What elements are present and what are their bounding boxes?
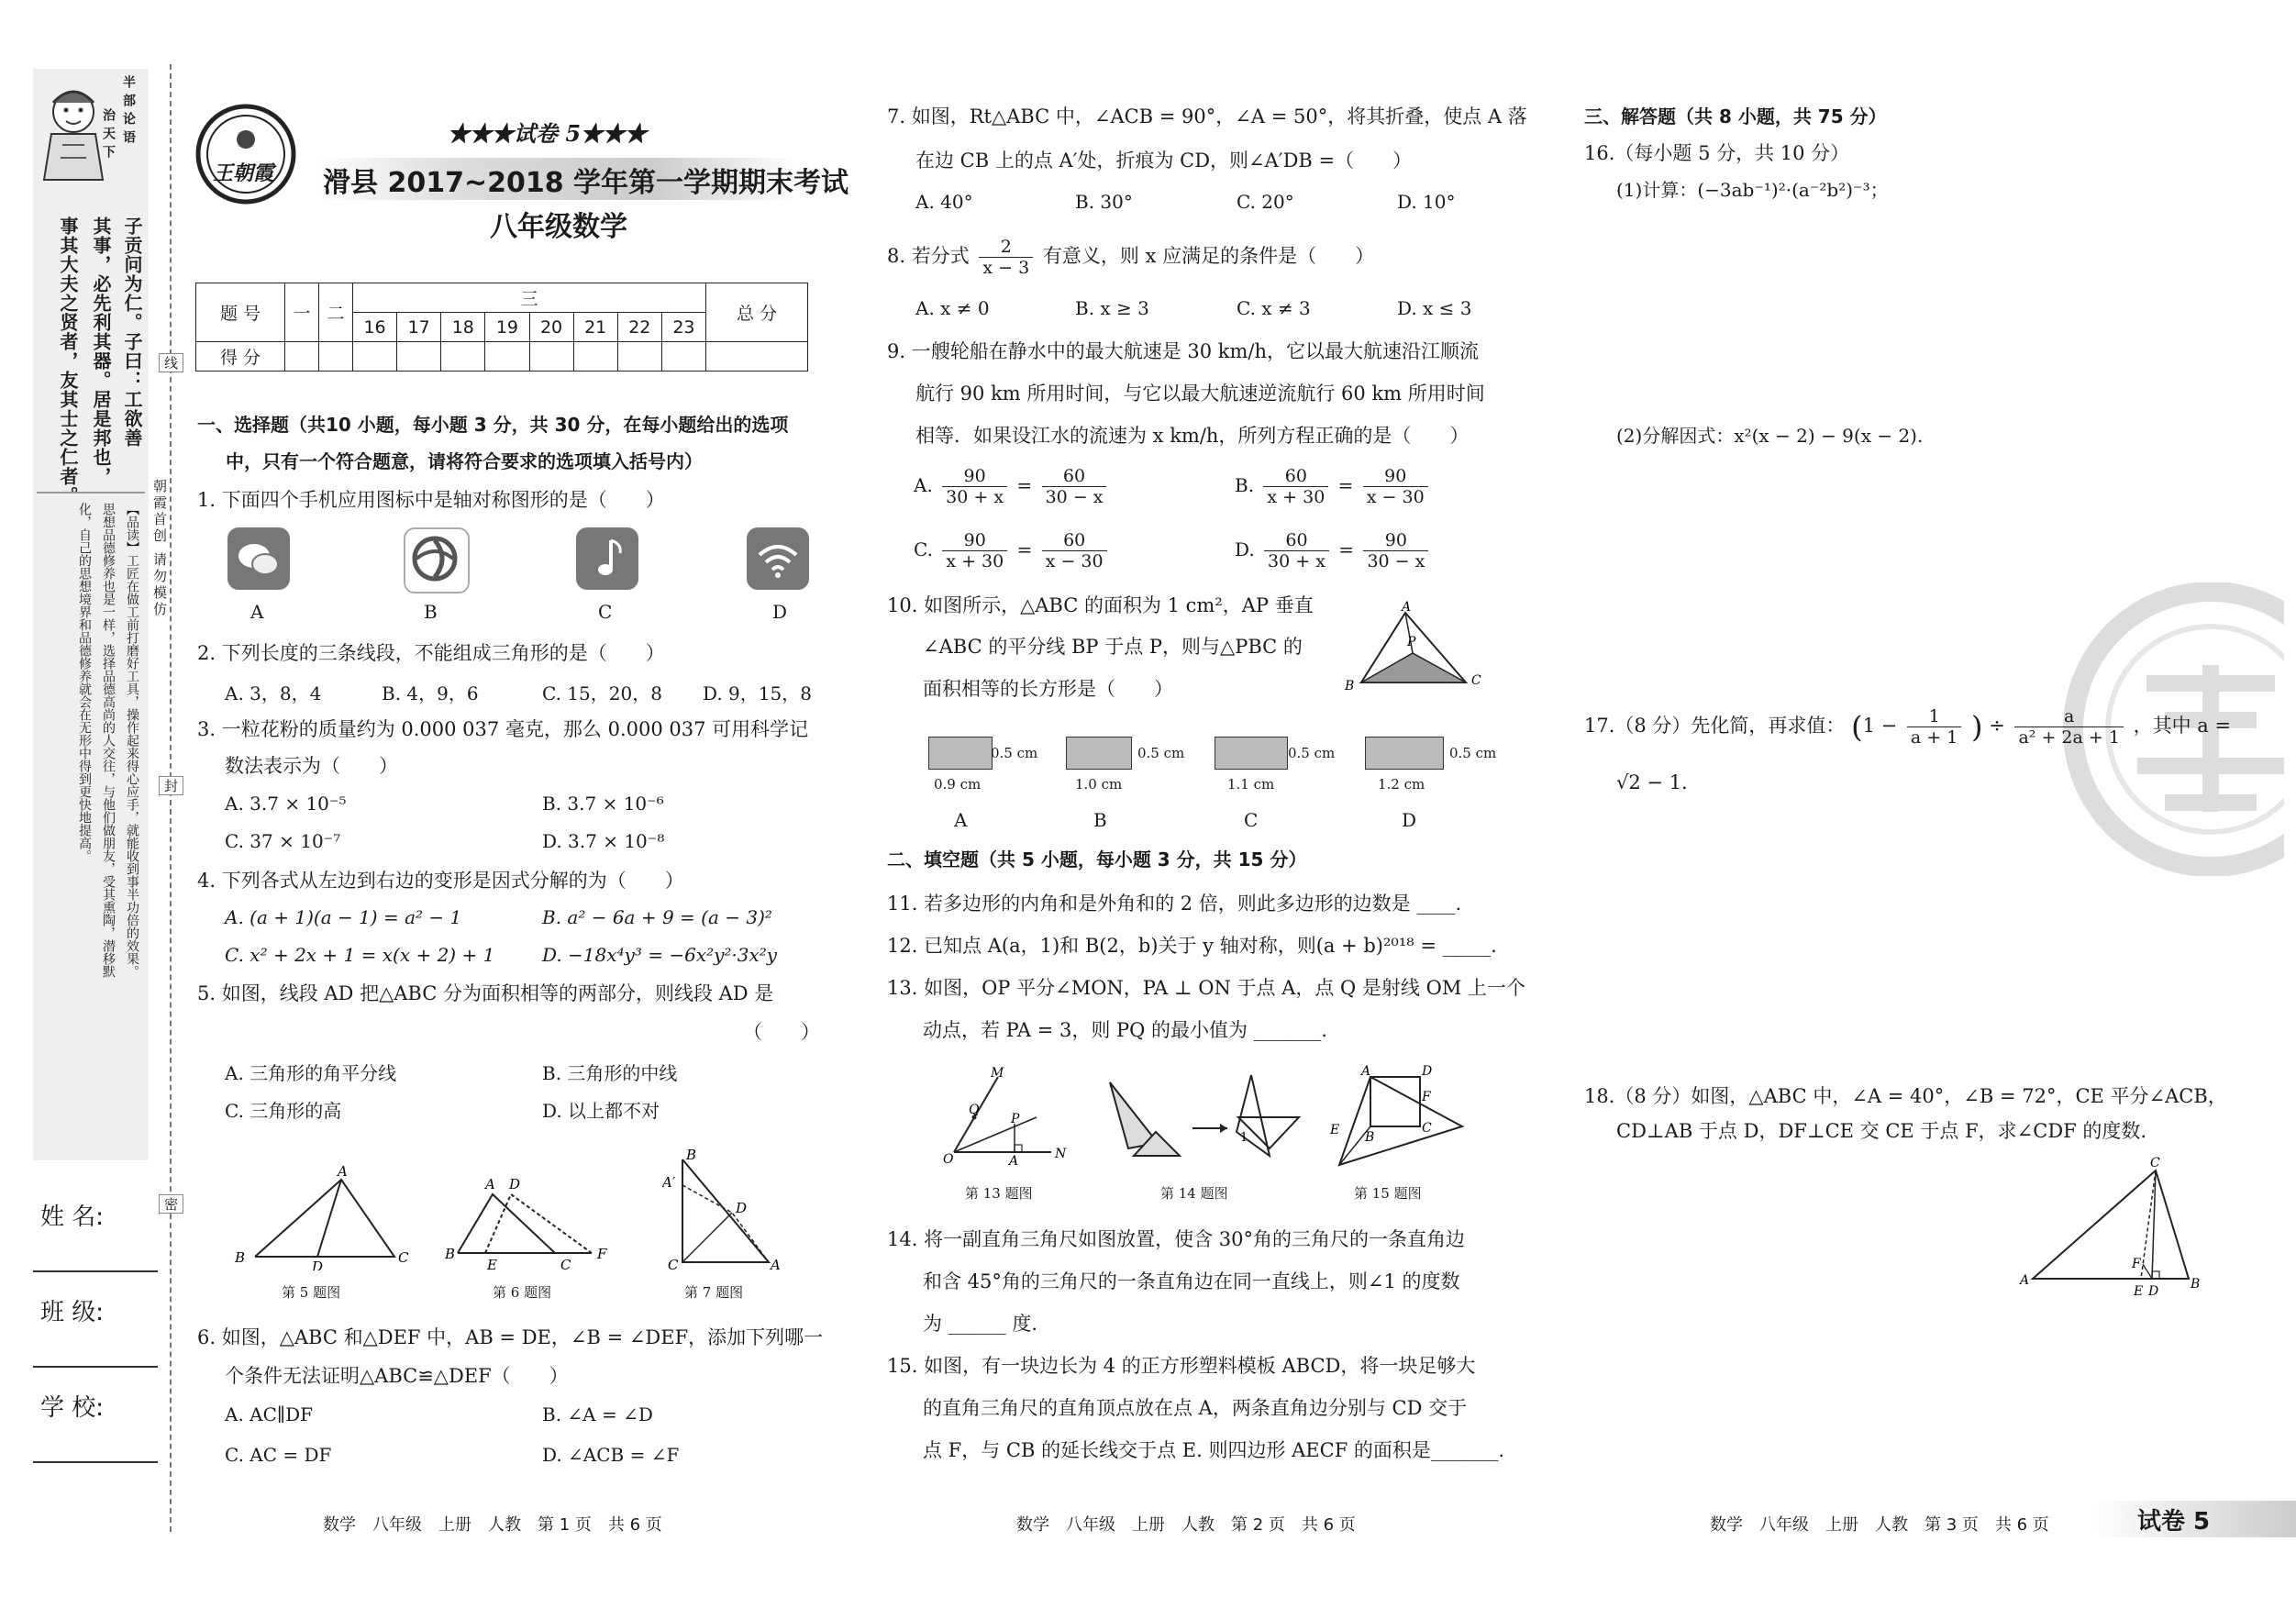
score-cell[interactable] — [353, 342, 397, 372]
fig5-label-c: C — [398, 1249, 409, 1266]
fig14-label-1: 1 — [1240, 1131, 1248, 1145]
q14-line1: 14. 将一副直角三角尺如图放置，使含 30°角的三角尺的一条直角边 — [887, 1228, 1465, 1250]
q8-pre: 8. 若分式 — [887, 245, 970, 267]
q9-opt-c: C. $\frac{90}{x + 30}$ = $\frac{60}{x - 30}$ — [914, 530, 1111, 571]
side-top-chars-1: 半部论语 — [121, 75, 136, 149]
q11-stem: 11. 若多边形的内角和是外角和的 2 倍，则此多边形的边数是 ____. — [887, 893, 1462, 915]
fig15-caption: 第 15 题图 — [1354, 1185, 1422, 1202]
score-cell[interactable] — [285, 342, 319, 372]
q3-line1: 3. 一粒花粉的质量约为 0.000 037 毫克，那么 0.000 037 可用科学记 — [197, 718, 809, 740]
paper-tag: ★★★试卷 5★★★ — [448, 120, 648, 147]
q17-pre: 17.（8 分）先化简，再求值： — [1584, 715, 1846, 737]
q10-rect-b-bottom: 1.0 cm — [1075, 776, 1123, 793]
swirl-icon — [404, 527, 470, 593]
fig6-caption: 第 6 题图 — [493, 1284, 552, 1301]
q3-opt-b: B. 3.7 × 10⁻⁶ — [542, 793, 664, 815]
q17-stem: 17.（8 分）先化简，再求值： (1 − $\frac{1}{a + 1}$ ) ÷ $\frac{a}{\text{a² + 2a + 1}}$ ，其中 a = — [1584, 706, 2232, 748]
q7-opt-b: B. 30° — [1075, 191, 1133, 213]
q8-post: 有意义，则 x 应满足的条件是（ ） — [1042, 245, 1375, 267]
q10-line3: 面积相等的长方形是（ ） — [923, 678, 1173, 700]
figure-q14 — [1101, 1064, 1321, 1174]
side-quote-col2: 其事，必先利其器。居是邦也， — [90, 216, 112, 486]
score-row2-label: 得 分 — [196, 342, 285, 372]
section3-title: 三、解答题（共 8 小题，共 75 分） — [1584, 105, 1887, 128]
q4-opt-c: C. x² + 2x + 1 = x(x + 2) + 1 — [225, 944, 495, 966]
q3-opt-a: A. 3.7 × 10⁻⁵ — [225, 793, 347, 815]
score-cell[interactable] — [617, 342, 661, 372]
seal-mark-mi: 密 — [159, 1194, 183, 1214]
q7-opt-d: D. 10° — [1397, 191, 1456, 213]
q5-stem: 5. 如图，线段 AD 把△ABC 分为面积相等的两部分，则线段 AD 是 — [197, 982, 774, 1004]
fig13-label-n: N — [1055, 1147, 1067, 1161]
q1-label-b: B — [424, 601, 438, 623]
q7-line1: 7. 如图，Rt△ABC 中，∠ACB = 90°，∠A = 50°，将其折叠，使点 A 落 — [887, 105, 1527, 128]
q6-opt-a: A. AC∥DF — [225, 1403, 314, 1425]
fig13-label-a: A — [1009, 1154, 1019, 1165]
q10-rect-d-label: D — [1402, 809, 1417, 831]
q9-opt-d: D. $\frac{60}{30 + x}$ = $\frac{90}{30 - x}$ — [1235, 530, 1432, 571]
notice-text: 朝霞首创 请勿模仿 — [151, 479, 168, 618]
q1-label-c: C — [598, 601, 613, 623]
q7-opt-a: A. 40° — [915, 191, 973, 213]
fig6-label-a: A — [485, 1176, 495, 1192]
wifi-icon — [747, 527, 809, 590]
q10-rect-b-label: B — [1093, 809, 1107, 831]
side-pindu-col3: 化，自己的思想境界和品德修养就会在无形中得到更快地提高。 — [77, 503, 92, 862]
fig5-caption: 第 5 题图 — [282, 1284, 341, 1301]
figure-q13 — [936, 1064, 1082, 1165]
seal-mark-feng: 封 — [159, 776, 183, 795]
q8-opt-c: C. x ≠ 3 — [1237, 297, 1311, 319]
side-pindu-col1: 【品读】工匠在做工前打磨好工具，操作起来得心应手，就能收到事半功倍的效果。 — [125, 503, 139, 978]
music-icon — [576, 527, 638, 590]
footer-page3: 数学 八年级 上册 人教 第 3 页 共 6 页 — [1710, 1515, 2049, 1535]
figure-q15 — [1330, 1064, 1477, 1174]
fig10-label-c: C — [1471, 673, 1481, 688]
q16-part1: (1)计算：(−3ab⁻¹)²·(a⁻²b²)⁻³； — [1616, 179, 1889, 201]
q5-paren[interactable]: （ ） — [743, 1021, 820, 1043]
score-table — [195, 283, 808, 372]
fig13-label-p: P — [1011, 1112, 1020, 1126]
q10-rect-d-side: 0.5 cm — [1449, 745, 1497, 761]
side-top-chars-2: 治天下 — [101, 108, 116, 163]
q15-line3: 点 F，与 CB 的延长线交于点 E. 则四边形 AECF 的面积是_______. — [923, 1439, 1505, 1461]
fig7-label-a: A — [771, 1257, 781, 1273]
fig15-label-f: F — [1422, 1090, 1431, 1104]
score-col-one: 一 — [285, 283, 319, 342]
q2-opt-a: A. 3，8，4 — [225, 682, 322, 704]
fig13-label-o: O — [943, 1152, 954, 1165]
fig7-caption: 第 7 题图 — [684, 1284, 744, 1301]
q17-frac2: $\frac{a}{\text{a² + 2a + 1}}$ — [2014, 706, 2123, 748]
name-field[interactable] — [33, 1270, 158, 1272]
side-quote-col3: 事其大夫之贤者，友其士之仁者。 — [57, 216, 79, 505]
q10-rect-a-side: 0.5 cm — [991, 745, 1038, 761]
q10-line2: ∠ABC 的平分线 BP 于点 P，则与△PBC 的 — [923, 636, 1303, 658]
q8-opt-d: D. x ≤ 3 — [1397, 297, 1472, 319]
fig10-label-a: A — [1402, 600, 1412, 615]
score-cell[interactable] — [573, 342, 617, 372]
q4-opt-a: A. (a + 1)(a − 1) = a² − 1 — [225, 906, 462, 928]
corner-tag: 试卷 5 — [2137, 1508, 2211, 1536]
score-sub-col: 20 — [529, 313, 573, 342]
fig7-label-aprime: A′ — [662, 1174, 676, 1191]
fig5-label-a: A — [338, 1165, 348, 1180]
fig7-label-c: C — [668, 1257, 679, 1273]
figure-q10 — [1339, 598, 1486, 699]
score-total: 总 分 — [706, 283, 808, 342]
fig6-label-b: B — [445, 1246, 456, 1262]
q14-line3: 为 ______ 度. — [923, 1313, 1038, 1335]
fig13-label-m: M — [991, 1066, 1004, 1081]
q2-opt-d: D. 9，15，8 — [703, 682, 812, 704]
side-pindu-col2: 思想品德修养也是一样，选择品德高尚的人交往，与他们做朋友，受其熏陶，潜移默 — [101, 503, 116, 978]
fig7-label-b: B — [686, 1147, 697, 1163]
score-cell[interactable] — [485, 342, 529, 372]
q8-opt-b: B. x ≥ 3 — [1075, 297, 1149, 319]
q6-opt-c: C. AC = DF — [225, 1444, 332, 1466]
q9-opt-b: B. $\frac{60}{x + 30}$ = $\frac{90}{x - 30}$ — [1235, 466, 1432, 507]
section1-line2: 中，只有一个符合题意，请将符合要求的选项填入括号内） — [226, 450, 703, 472]
q14-line2: 和含 45°角的三角尺的一条直角边在同一直线上，则∠1 的度数 — [923, 1270, 1460, 1292]
fig18-label-f: F — [2132, 1257, 2141, 1271]
q8-stem — [887, 237, 1374, 278]
q9-line2: 航行 90 km 所用时间，与它以最大航速逆流航行 60 km 所用时间 — [915, 383, 1485, 405]
q3-line2: 数法表示为（ ） — [225, 755, 398, 777]
fig13-label-q: Q — [969, 1103, 980, 1117]
fig18-label-a: A — [2020, 1273, 2030, 1288]
fig7-label-d: D — [736, 1200, 748, 1216]
exam-title: 滑县 2017~2018 学年第一学期期末考试 — [323, 167, 849, 199]
score-col-three: 三 — [353, 283, 706, 313]
q9-line3: 相等．如果设江水的流速为 x km/h，所列方程正确的是（ ） — [915, 425, 1470, 447]
q1-label-d: D — [772, 601, 788, 623]
q10-rect-c-label: C — [1244, 809, 1259, 831]
q10-rect-d — [1365, 737, 1444, 770]
q5-opt-b: B. 三角形的中线 — [542, 1062, 678, 1084]
score-row-label: 题 号 — [196, 283, 285, 342]
q10-rect-a-bottom: 0.9 cm — [934, 776, 982, 793]
fig13-caption: 第 13 题图 — [965, 1185, 1033, 1202]
q15-line1: 15. 如图，有一块边长为 4 的正方形塑料模板 ABCD，将一块足够大 — [887, 1355, 1476, 1377]
q10-rect-d-bottom: 1.2 cm — [1378, 776, 1425, 793]
fig18-label-d: D — [2148, 1284, 2159, 1299]
score-sub-col: 18 — [441, 313, 485, 342]
q10-rect-b-side: 0.5 cm — [1137, 745, 1185, 761]
score-sub-col: 21 — [573, 313, 617, 342]
q10-rect-a — [928, 737, 993, 770]
q4-opt-d: D. −18x⁴y³ = −6x²y²·3x²y — [542, 944, 778, 966]
brand-logo-text: 王朝霞 — [213, 161, 274, 185]
q10-rect-c — [1215, 737, 1288, 770]
q2-stem: 2. 下列长度的三条线段，不能组成三角形的是（ ） — [197, 642, 665, 664]
q5-opt-a: A. 三角形的角平分线 — [225, 1062, 397, 1084]
q17-frac1: $\frac{1}{a + 1}$ — [1907, 706, 1961, 748]
q17-line2: √2 − 1. — [1616, 771, 1688, 793]
q4-opt-b: B. a² − 6a + 9 = (a − 3)² — [542, 906, 772, 928]
fig18-label-e: E — [2134, 1284, 2144, 1299]
fig15-label-a: A — [1361, 1064, 1371, 1079]
q2-opt-b: B. 4，9，6 — [382, 682, 479, 704]
q9-line1: 9. 一艘轮船在静水中的最大航速是 30 km/h，它以最大航速沿江顺流 — [887, 340, 1480, 362]
q3-opt-c: C. 37 × 10⁻⁷ — [225, 830, 341, 852]
q16-part2: (2)分解因式：x²(x − 2) − 9(x − 2). — [1616, 425, 1924, 447]
score-cell[interactable] — [319, 342, 353, 372]
score-sub-col: 17 — [397, 313, 441, 342]
school-label: 学 校: — [40, 1394, 105, 1422]
section1-line1: 一、选择题（共10 小题，每小题 3 分，共 30 分，在每小题给出的选项 — [197, 414, 789, 436]
fig15-label-c: C — [1422, 1121, 1432, 1136]
q18-line2: CD⊥AB 于点 D，DF⊥CE 交 CE 于点 F，求∠CDF 的度数. — [1616, 1120, 2147, 1142]
fig6-label-c: C — [560, 1257, 571, 1273]
figure-q5 — [229, 1165, 413, 1270]
q8-fraction: $\frac{2}{x - 3}$ — [979, 237, 1033, 278]
side-quote-col1: 子贡问为仁。子曰：工欲善 — [121, 216, 143, 448]
fig10-label-p: P — [1407, 635, 1416, 649]
wechat-icon — [227, 527, 290, 590]
q10-rect-b — [1066, 737, 1132, 770]
section2-title: 二、填空题（共 5 小题，每小题 3 分，共 15 分） — [887, 848, 1307, 871]
fig5-label-b: B — [235, 1249, 246, 1266]
fig15-label-e: E — [1330, 1123, 1340, 1137]
q1-stem: 1. 下面四个手机应用图标中是轴对称图形的是（ ） — [197, 489, 665, 511]
q5-opt-d: D. 以上都不对 — [542, 1100, 660, 1122]
q6-opt-b: B. ∠A = ∠D — [542, 1403, 653, 1425]
score-sub-col: 23 — [661, 313, 705, 342]
score-cell[interactable] — [661, 342, 705, 372]
score-sub-col: 22 — [617, 313, 661, 342]
class-label: 班 级: — [40, 1299, 105, 1326]
fig5-label-d: D — [312, 1259, 324, 1270]
score-sub-col: 19 — [485, 313, 529, 342]
brand-logo — [194, 103, 297, 205]
class-field[interactable] — [33, 1366, 158, 1368]
figure-q7 — [662, 1147, 791, 1275]
q12-stem: 12. 已知点 A(a，1)和 B(2，b)关于 y 轴对称，则(a + b)²⁰¹⁸ = _____. — [887, 935, 1497, 957]
q15-line2: 的直角三角尺的直角顶点放在点 A，两条直角边分别与 CD 交于 — [923, 1397, 1468, 1419]
q1-label-a: A — [250, 601, 264, 623]
score-cell[interactable] — [706, 342, 808, 372]
binding-line — [170, 64, 172, 1532]
q6-opt-d: D. ∠ACB = ∠F — [542, 1444, 680, 1466]
fig10-label-b: B — [1345, 679, 1355, 693]
q10-rect-a-label: A — [954, 809, 968, 831]
q13-line1: 13. 如图，OP 平分∠MON，PA ⊥ ON 于点 A，点 Q 是射线 OM 上一个 — [887, 977, 1525, 999]
side-divider — [37, 492, 145, 494]
q7-opt-c: C. 20° — [1237, 191, 1294, 213]
score-cell[interactable] — [441, 342, 485, 372]
q9-opt-a: A. $\frac{90}{30 + x}$ = $\frac{60}{30 - x}$ — [914, 466, 1110, 507]
score-col-two: 二 — [319, 283, 353, 342]
footer-page2: 数学 八年级 上册 人教 第 2 页 共 6 页 — [1016, 1515, 1356, 1535]
fig18-label-b: B — [2191, 1277, 2201, 1292]
fig6-label-d: D — [509, 1176, 521, 1192]
q18-line1: 18.（8 分）如图，△ABC 中，∠A = 40°，∠B = 72°，CE 平分∠ACB， — [1584, 1085, 2227, 1107]
fig15-label-d: D — [1422, 1064, 1433, 1079]
q17-post: ，其中 a = — [2133, 715, 2232, 737]
q7-line2: 在边 CB 上的点 A′处，折痕为 CD，则∠A′DB =（ ） — [915, 150, 1413, 172]
fig15-label-b: B — [1365, 1130, 1375, 1145]
q4-stem: 4. 下列各式从左边到右边的变形是因式分解的为（ ） — [197, 870, 684, 892]
fig6-label-e: E — [487, 1257, 497, 1273]
score-cell[interactable] — [397, 342, 441, 372]
figure-q6 — [445, 1172, 619, 1273]
fig6-label-f: F — [597, 1246, 607, 1262]
school-field[interactable] — [33, 1461, 158, 1463]
q6-line2: 个条件无法证明△ABC≌△DEF（ ） — [225, 1365, 569, 1387]
q3-opt-d: D. 3.7 × 10⁻⁸ — [542, 830, 665, 852]
q5-opt-c: C. 三角形的高 — [225, 1100, 342, 1122]
exam-subtitle: 八年级数学 — [490, 211, 627, 243]
q16-head: 16.（每小题 5 分，共 10 分） — [1584, 142, 1850, 164]
score-cell[interactable] — [529, 342, 573, 372]
q10-line1: 10. 如图所示，△ABC 的面积为 1 cm²，AP 垂直 — [887, 594, 1314, 616]
footer-page1: 数学 八年级 上册 人教 第 1 页 共 6 页 — [323, 1515, 662, 1535]
fig18-label-c: C — [2150, 1156, 2160, 1170]
fig14-caption: 第 14 题图 — [1160, 1185, 1228, 1202]
q6-line1: 6. 如图，△ABC 和△DEF 中，AB = DE，∠B = ∠DEF，添加下列哪一 — [197, 1326, 824, 1348]
score-sub-col: 16 — [353, 313, 397, 342]
name-label: 姓 名: — [40, 1203, 105, 1231]
q10-rect-c-side: 0.5 cm — [1288, 745, 1336, 761]
q8-opt-a: A. x ≠ 0 — [915, 297, 990, 319]
q2-opt-c: C. 15，20，8 — [542, 682, 662, 704]
q13-line2: 动点，若 PA = 3，则 PQ 的最小值为 _______. — [923, 1019, 1327, 1041]
figure-q18 — [2018, 1156, 2202, 1303]
seal-mark-xian: 线 — [159, 353, 183, 372]
q10-rect-c-bottom: 1.1 cm — [1227, 776, 1275, 793]
